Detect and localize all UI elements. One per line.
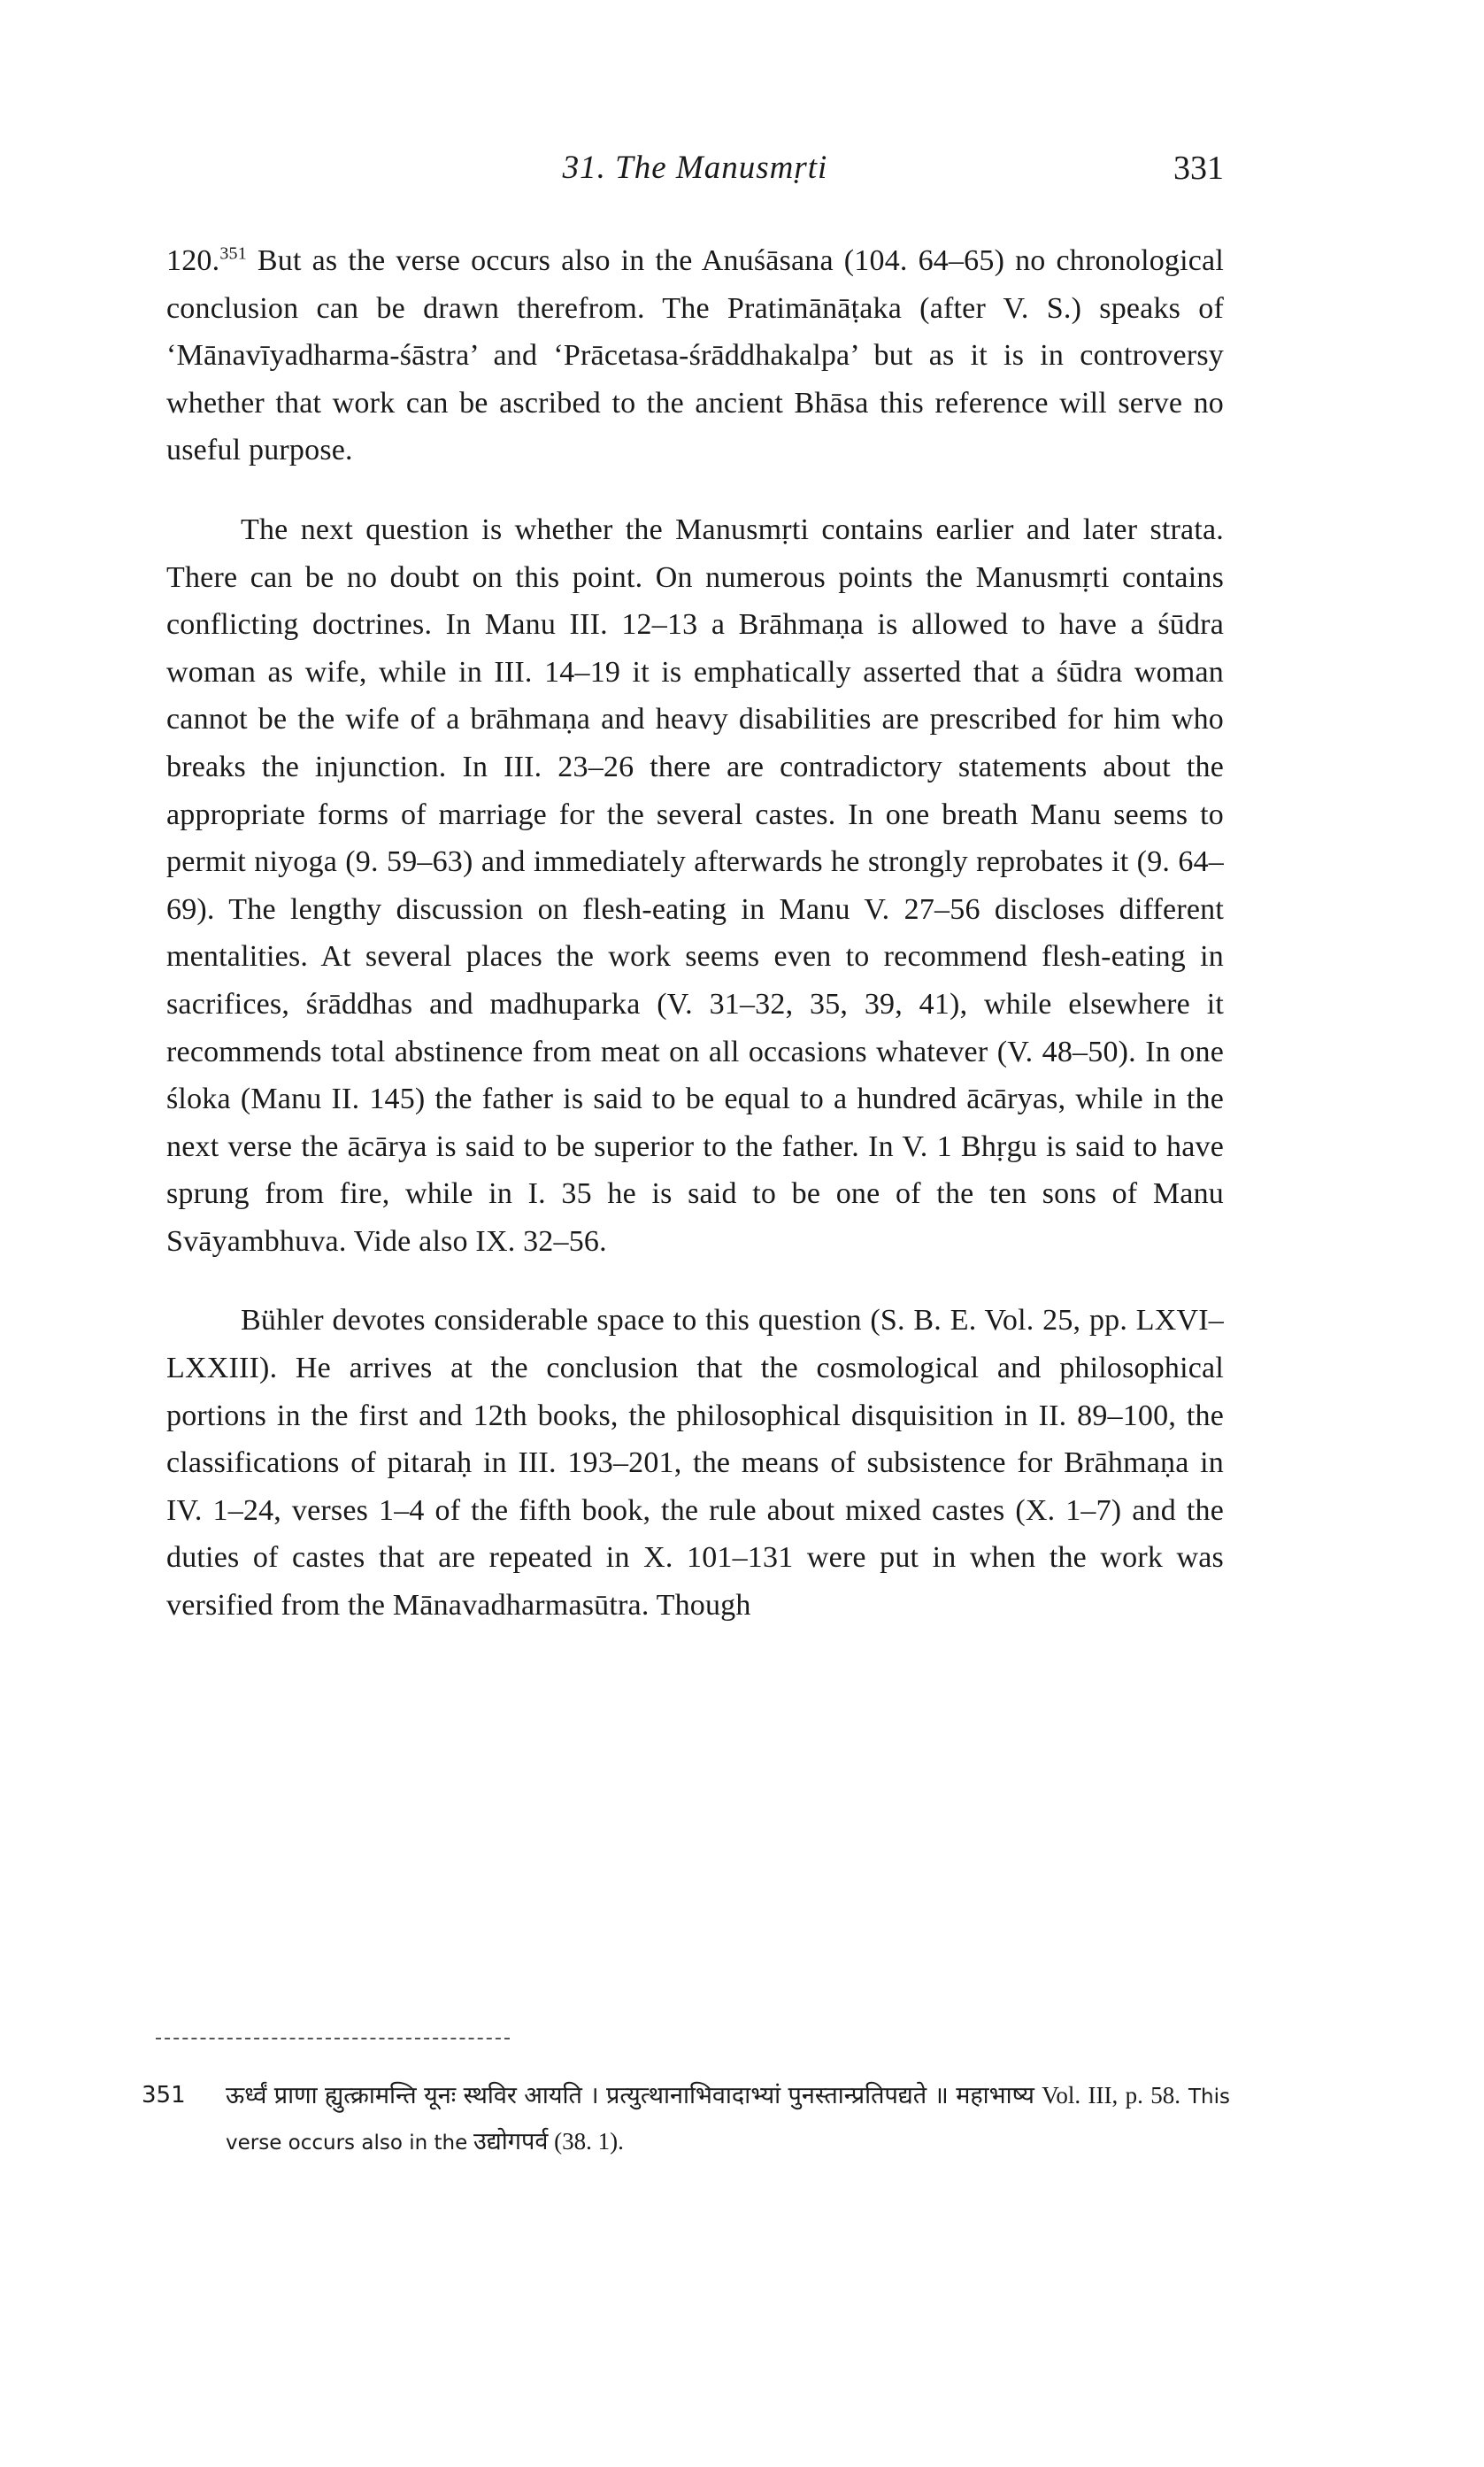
continued-number: 120.: [166, 244, 220, 277]
paragraph-3: Bühler devotes considerable space to this question (S. B. E. Vol. 25, pp. LXVI–LXXIII). He arrives at the conclusion that the cosmological and philosophical portions in the first and 12th books, the philosophical disquisition in II. 89–100, the classifications of pitaraḥ in III. 193–201, the means of subsistence for Brāhmaṇa in IV. 1–24, verses 1–4 of the fifth book, the rule about mixed castes (X. 1–7) and the duties of castes that are repeated in X. 101–131 were put in when the work was versified from the Mānavadharmasūtra. Though: [166, 1304, 1224, 1623]
paragraph-1-text: But as the verse occurs also in the Anuśāsana (104. 64–65) no chronological conclusion can be drawn therefrom. The Pratimānāṭaka (after V. S.) speaks of ‘Mānavīyadharma-śāstra’ and ‘Prācetasa-śrāddhakalpa’ but as it is in controversy whether that work can be ascribed to the ancient Bhāsa this reference will serve no useful purpose.: [166, 244, 1224, 467]
footnote: [142, 2073, 1230, 2165]
footnote-source: उद्योगपर्व (38. 1).: [467, 2128, 624, 2155]
running-header: [166, 149, 1224, 202]
footnote-note: This verse occurs also in the: [226, 2085, 1231, 2155]
chapter-title: 31. The Manusmṛti: [562, 150, 828, 186]
paragraph-2: The next question is whether the Manusmṛti contains earlier and later strata. There can be no doubt on this point. On numerous points the Manusmṛti contains conflicting doctrines. In Manu III. 12–13 a Brāhmaṇa is allowed to have a śūdra woman as wife, while in III. 14–19 it is emphatically asserted that a śūdra woman cannot be the wife of a brāhmaṇa and heavy disabilities are prescribed for him who breaks the injunction. In III. 23–26 there are contradictory statements about the appropriate forms of marriage for the several castes. In one breath Manu seems to permit niyoga (9. 59–63) and immediately afterwards he strongly reprobates it (9. 64–69). The lengthy discussion on flesh-eating in Manu V. 27–56 discloses different mentalities. At several places the work seems even to recommend flesh-eating in sacrifices, śrāddhas and madhuparka (V. 31–32, 35, 39, 41), while elsewhere it recommends total abstinence from meat on all occasions whatever (V. 48–50). In one śloka (Manu II. 145) the father is said to be equal to a hundred ācāryas, while in the next verse the ācārya is said to be superior to the father. In V. 1 Bhṛgu is said to have sprung from fire, while in I. 35 he is said to be one of the ten sons of Manu Svāyambhuva. Vide also IX. 32–56.: [166, 513, 1224, 1258]
footnote-divider: [156, 2038, 510, 2039]
footnote-text: [226, 2073, 1230, 2165]
footnote-devanagari: ऊर्ध्वं प्राणा ह्युत्क्रामन्ति यूनः स्थविर आयति । प्रत्युत्थानाभिवादाभ्यां पुनस्तान्प्रतिपद्यते ॥ महाभाष्य: [226, 2082, 1034, 2109]
page-number: 331: [1173, 150, 1224, 187]
paragraph-1: [166, 237, 1224, 474]
footnote-number: 351: [142, 2082, 186, 2109]
main-text: [166, 237, 1224, 1630]
footnote-reference: 351: [219, 243, 247, 264]
footnote-reference-volume: Vol. III, p. 58.: [1034, 2082, 1181, 2109]
